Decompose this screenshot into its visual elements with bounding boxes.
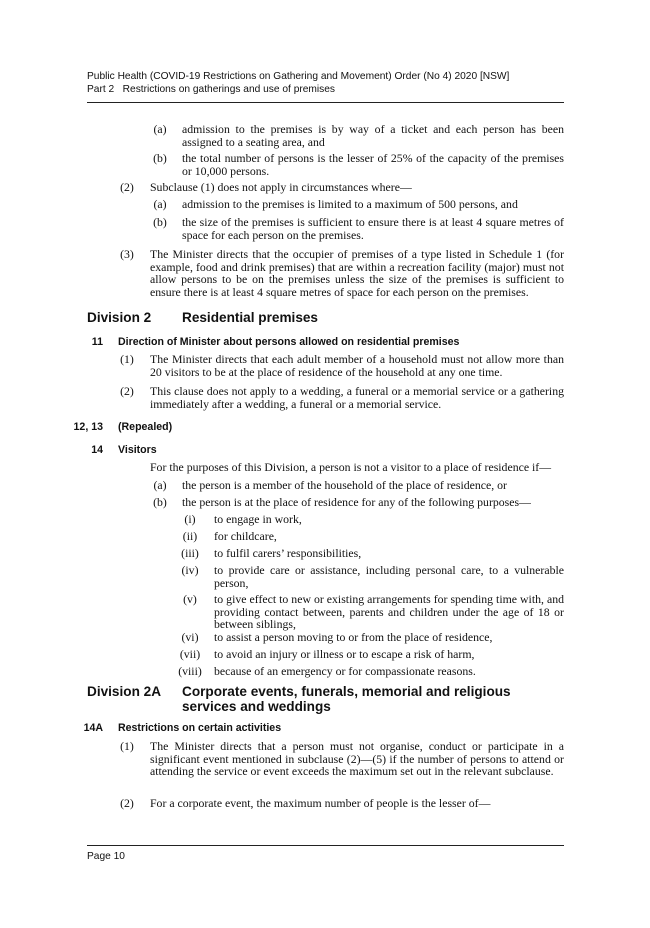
- clause-number: 11: [91, 336, 103, 348]
- subclause-label: (2): [120, 796, 134, 810]
- clause-number: 14A: [83, 722, 103, 734]
- clause-number: 14: [91, 444, 103, 456]
- subitem-label: (v): [183, 592, 197, 606]
- subitem-text: to fulfil carers’ responsibilities,: [214, 546, 362, 560]
- subitem-label: (viii): [178, 664, 202, 678]
- subclause-label: (2): [120, 384, 134, 398]
- clause-number: 12, 13: [73, 421, 103, 433]
- division-number: Division 2: [87, 310, 152, 325]
- division-number: Division 2A: [87, 684, 162, 699]
- subitem-label: (i): [184, 512, 196, 526]
- subitem-text: because of an emergency or for compassionate reasons.: [214, 664, 476, 678]
- footer-rule: [87, 845, 564, 846]
- subitem-label: (vii): [179, 647, 201, 661]
- subitem-text: to provide care or assistance, including personal care, to a vulnerable person,: [214, 563, 564, 590]
- item-text: admission to the premises is limited to a maximum of 500 persons, and: [182, 197, 518, 211]
- item-text: the person is at the place of residence for any of the following purposes—: [182, 495, 531, 509]
- item-label: (a): [153, 197, 167, 211]
- clause-intro: For the purposes of this Division, a person is not a visitor to a place of residence if—: [150, 460, 552, 474]
- subitem-label: (vi): [181, 630, 199, 644]
- subclause-label: (3): [120, 247, 134, 261]
- subitem-label: (iv): [181, 563, 199, 577]
- subclause-label: (1): [120, 739, 134, 753]
- item-label: (a): [153, 122, 167, 136]
- item-text: the person is a member of the household of the place of residence, or: [182, 478, 507, 492]
- item-label: (b): [153, 215, 167, 229]
- subclause-text: The Minister directs that the occupier of premises of a type listed in Schedule 1 (for example, food and drink premises) that are within a recreation facility (major) must not allow persons to be on the premises unless the size of the premises is sufficient to ensure there is at least 4 square metres of space for each person on the premises.: [150, 247, 564, 299]
- subclause-text: For a corporate event, the maximum number of people is the lesser of—: [150, 796, 491, 810]
- clause-title: Direction of Minister about persons allowed on residential premises: [118, 336, 460, 348]
- item-label: (b): [153, 151, 167, 165]
- subitem-text: to engage in work,: [214, 512, 302, 526]
- subclause-label: (1): [120, 352, 134, 366]
- division-title: Residential premises: [182, 310, 318, 325]
- subclause-text: The Minister directs that each adult member of a household must not allow more than 20 visitors to be at the place of residence of the household at any one time.: [150, 352, 564, 379]
- header-rule: [87, 102, 564, 103]
- subclause-text: The Minister directs that a person must not organise, conduct or participate in a significant event mentioned in subclause (2)—(5) if the number of persons to attend or attending the service or event exceeds the maximum set out in the relevant subclause.: [150, 739, 564, 779]
- item-label: (b): [153, 495, 167, 509]
- header-part: Part 2 Restrictions on gatherings and use of premises: [87, 84, 336, 95]
- subclause-text: This clause does not apply to a wedding, a funeral or a memorial service or a gathering immediately after a wedding, a funeral or a memorial service.: [150, 384, 564, 411]
- subitem-text: to avoid an injury or illness or to escape a risk of harm,: [214, 647, 475, 661]
- subclause-label: (2): [120, 180, 134, 194]
- division-title: Corporate events, funerals, memorial and religious services and weddings: [182, 684, 511, 714]
- clause-title: Visitors: [118, 444, 157, 456]
- item-text: admission to the premises is by way of a ticket and each person has been assigned to a seating area, and: [182, 122, 564, 149]
- subitem-text: to assist a person moving to or from the place of residence,: [214, 630, 493, 644]
- clause-title: Restrictions on certain activities: [118, 722, 282, 734]
- item-label: (a): [153, 478, 167, 492]
- page-number: Page 10: [87, 851, 125, 862]
- item-text: the size of the premises is sufficient to ensure there is at least 4 square metres of space for each person on the premises.: [182, 215, 564, 242]
- subitem-label: (iii): [181, 546, 199, 560]
- subitem-label: (ii): [182, 529, 198, 543]
- running-header: [87, 70, 509, 96]
- subitem-text: for childcare,: [214, 529, 277, 543]
- item-text: the total number of persons is the lesser of 25% of the capacity of the premises or 10,000 persons.: [182, 151, 564, 178]
- header-title: Public Health (COVID-19 Restrictions on Gathering and Movement) Order (No 4) 2020 [NSW]: [87, 71, 510, 82]
- clause-title: (Repealed): [118, 421, 173, 433]
- subclause-text: Subclause (1) does not apply in circumstances where—: [150, 180, 412, 194]
- subitem-text: to give effect to new or existing arrangements for spending time with, and providing contact between, parents and children under the age of 18 or between siblings,: [214, 592, 564, 632]
